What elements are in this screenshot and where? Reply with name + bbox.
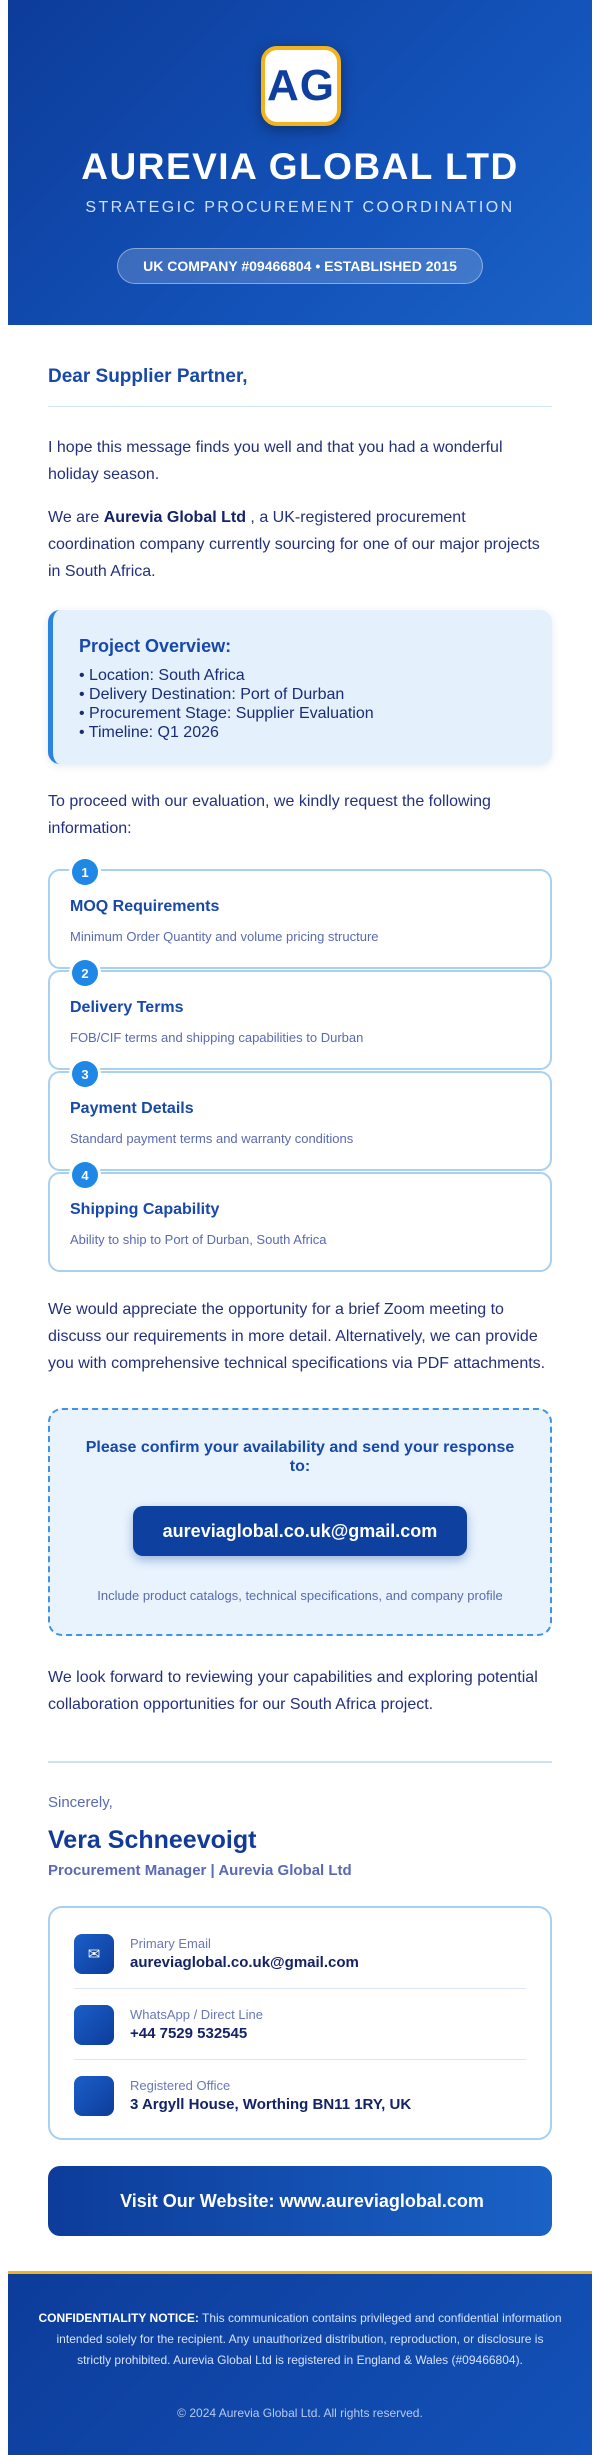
company-name: AUREVIA GLOBAL LTD: [81, 146, 519, 187]
contact-row-office: [74, 2070, 526, 2126]
requirement-number: 4: [72, 1162, 98, 1188]
greeting: Dear Supplier Partner,: [48, 366, 248, 387]
email-button[interactable]: aureviaglobal.co.uk@gmail.com: [133, 1506, 467, 1556]
requirement-item: [48, 864, 552, 969]
requirement-item: [48, 1167, 552, 1272]
requirement-title: MOQ Requirements: [70, 898, 220, 915]
overview-title: Project Overview:: [79, 636, 232, 656]
overview-item-location: • Location: South Africa: [79, 667, 245, 684]
company-logo: [261, 46, 341, 126]
requirement-title: Delivery Terms: [70, 999, 184, 1016]
notice-text: This communication contains privileged and confidential information intended solely for the recipient. Any unauthorized distribution, reproduction, or disclosure is strictly prohibited. Aurevia Global Ltd is registered in England & Wales (#09466804).: [56, 2311, 562, 2367]
signer-name: Vera Schneevoigt: [48, 1826, 257, 1854]
overview-item-stage: • Procurement Stage: Supplier Evaluation: [79, 705, 374, 722]
overview-item-timeline: • Timeline: Q1 2026: [79, 724, 219, 741]
signer-role: Procurement Manager | Aurevia Global Ltd: [48, 1862, 352, 1879]
logo-text: AG: [267, 61, 335, 110]
phone-icon: [74, 2005, 114, 2045]
notice-label: CONFIDENTIALITY NOTICE:: [38, 2311, 199, 2325]
contact-label: Primary Email: [130, 1936, 211, 1951]
confidentiality-notice: [38, 2308, 562, 2371]
website-button-label: Visit Our Website: www.aureviaglobal.com: [120, 2190, 484, 2211]
contact-office-value: 3 Argyll House, Worthing BN11 1RY, UK: [130, 2096, 412, 2113]
contact-email-value[interactable]: aureviaglobal.co.uk@gmail.com: [130, 1954, 359, 1971]
about-company: Aurevia Global Ltd: [103, 509, 246, 526]
signature-divider: [48, 1761, 552, 1763]
requirement-description: Ability to ship to Port of Durban, South Africa: [70, 1232, 327, 1247]
company-tagline: STRATEGIC PROCUREMENT COORDINATION: [85, 199, 515, 216]
overview-list: [79, 666, 374, 742]
about-paragraph: [48, 504, 552, 585]
project-overview-box: [48, 610, 552, 764]
contact-card: [48, 1906, 552, 2140]
requirement-title: Shipping Capability: [70, 1201, 220, 1218]
copyright: © 2024 Aurevia Global Ltd. All rights reserved.: [177, 2406, 423, 2420]
contact-divider: [74, 1988, 526, 1989]
cta-title: Please confirm your availability and send your response to:: [85, 1439, 515, 1475]
contact-row-email[interactable]: [74, 1928, 526, 1984]
contact-row-phone[interactable]: [74, 1999, 526, 2055]
email-footer: [8, 2271, 592, 2455]
requirement-item: [48, 965, 552, 1070]
contact-divider: [74, 2059, 526, 2060]
greeting-divider: [48, 406, 552, 407]
requirement-number: 3: [72, 1061, 98, 1087]
requirement-item: [48, 1066, 552, 1171]
office-icon: [74, 2076, 114, 2116]
meeting-paragraph: We would appreciate the opportunity for a brief Zoom meeting to discuss our requirements in more detail. Alternatively, we can provide you with comprehensive technical specifications via PDF attachments.: [48, 1301, 546, 1372]
contact-label: WhatsApp / Direct Line: [130, 2007, 263, 2022]
requirement-number: 2: [72, 960, 98, 986]
email-icon: ✉: [74, 1934, 114, 1974]
registration-badge: UK COMPANY #09466804 • ESTABLISHED 2015: [117, 248, 483, 284]
overview-item-destination: • Delivery Destination: Port of Durban: [79, 686, 345, 703]
contact-phone-value[interactable]: +44 7529 532545: [130, 2025, 248, 2042]
requirement-title: Payment Details: [70, 1100, 194, 1117]
about-prefix: We are: [48, 509, 104, 526]
email-header: [8, 0, 592, 325]
cta-note: Include product catalogs, technical specifications, and company profile: [97, 1588, 503, 1603]
visit-website-button[interactable]: [48, 2166, 552, 2236]
requirement-number: 1: [72, 859, 98, 885]
about-suffix: , a UK-registered procurement coordination company currently sourcing for one of our major projects in South Africa.: [48, 509, 540, 580]
requirement-description: Standard payment terms and warranty conditions: [70, 1131, 354, 1146]
intro-paragraph: I hope this message finds you well and that you had a wonderful holiday season.: [48, 439, 503, 483]
closing-paragraph: We look forward to reviewing your capabilities and exploring potential collaboration opportunities for our South Africa project.: [48, 1669, 538, 1713]
requirement-description: Minimum Order Quantity and volume pricing structure: [70, 929, 379, 944]
sign-off: Sincerely,: [48, 1794, 113, 1811]
response-cta-box: [48, 1408, 552, 1636]
request-intro: To proceed with our evaluation, we kindly request the following information:: [48, 793, 491, 837]
contact-label: Registered Office: [130, 2078, 231, 2093]
requirement-description: FOB/CIF terms and shipping capabilities to Durban: [70, 1030, 364, 1045]
